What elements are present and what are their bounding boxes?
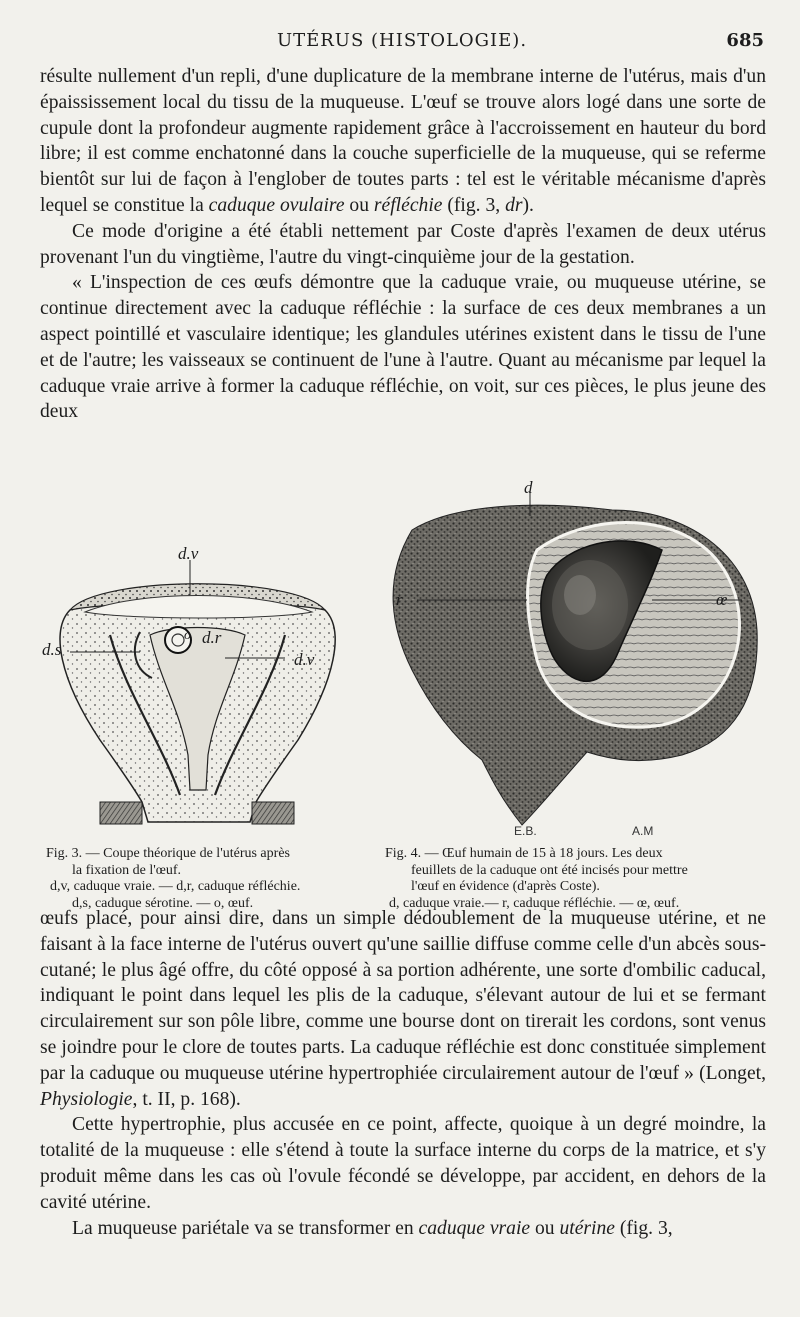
- text-run: Ce mode d'origine a été établi nettement par Coste d'après l'examen de deux utérus provenant l'un du vingtième, l'autre du vingt-cinquième jour de la gestation.: [40, 220, 766, 268]
- label-d: d: [524, 478, 533, 497]
- figure-3-uterus-section: [30, 540, 365, 840]
- paragraph: [40, 1112, 766, 1215]
- running-head: UTÉRUS (HISTOLOGIE).: [276, 30, 528, 51]
- figure-4-caption-line4: d, caduque vraie.— r, caduque réfléchie. — œ, œuf.: [389, 895, 680, 911]
- italic-run: réfléchie: [373, 194, 443, 216]
- text-run: ).: [522, 194, 534, 216]
- label-r: r: [396, 590, 403, 609]
- figure-3-caption: [46, 846, 366, 912]
- text-run: , t. II, p. 168).: [132, 1088, 241, 1110]
- paragraph: [40, 1216, 766, 1242]
- figure-4-human-egg: [362, 480, 772, 840]
- paragraph: [40, 270, 766, 425]
- figure-3-caption-lead: Fig. 3. — Coupe théorique de l'utérus après: [46, 846, 290, 861]
- figure-4-caption-lead: Fig. 4. — Œuf humain de 15 à 18 jours. Les deux: [385, 846, 663, 861]
- page-header: [40, 30, 764, 60]
- page-number: 685: [726, 30, 764, 51]
- figure-3-caption-line3: d,v, caduque vraie. — d,r, caduque réfléchie.: [50, 879, 301, 894]
- text-run: « L'inspection de ces œufs démontre que la caduque vraie, ou muqueuse utérine, se continue directement avec la caduque réfléchie : la surface de ces deux membranes a un aspect pointillé et vasculaire identique; les glandules utérines existent dans le tissu de l'une et de l'autre; les vaisseaux se continuent de l'une à l'autre. Quant au mécanisme par lequel la caduque vraie arrive à former la caduque réfléchie, on voit, sur ces pièces, le plus jeune des deux: [40, 272, 766, 423]
- italic-run: Physiologie: [40, 1088, 133, 1110]
- text-run: ou: [344, 194, 374, 216]
- label-ds: d.s: [42, 640, 62, 659]
- paragraph: [40, 64, 766, 219]
- paragraph: [40, 906, 766, 1112]
- engraver-signature-right: A.M: [632, 824, 654, 838]
- italic-run: caduque vraie: [418, 1217, 531, 1239]
- label-o: o: [184, 628, 191, 643]
- label-dv-right: d.v: [294, 650, 315, 669]
- label-oe: œ: [716, 590, 728, 609]
- body-text-bottom: [40, 906, 766, 1241]
- text-run: (fig. 3,: [442, 194, 506, 216]
- text-run: La muqueuse pariétale va se transformer en: [72, 1217, 419, 1239]
- italic-run: utérine: [559, 1217, 615, 1239]
- italic-run: dr: [505, 194, 523, 216]
- text-run: résulte nullement d'un repli, d'une duplicature de la membrane interne de l'utérus, mais d'un épaississement local du tissu de la muqueuse. L'œuf se trouve alors logé dans une sorte de cupule dont la profondeur augmente rapidement grâce à l'accroissement en hauteur du bord libre; il est comme enchatonné dans la couche superficielle de la muqueuse, qui se referme bientôt sur lui de façon à l'englober de toutes parts : tel est le véritable mécanisme d'après lequel se constitue la: [40, 66, 766, 216]
- label-dv-top: d.v: [178, 544, 199, 563]
- label-dr: d.r: [202, 628, 222, 647]
- engraver-signature-left: E.B.: [514, 824, 537, 838]
- figure-4-caption-line2: feuillets de la caduque ont été incisés pour mettre: [411, 862, 688, 878]
- text-run: (fig. 3,: [614, 1217, 673, 1239]
- text-run: œufs placé, pour ainsi dire, dans un simple dédoublement de la muqueuse utérine, et ne faisant à la face interne de l'utérus ouvert qu'une saillie diffuse comme celle d'un abcès sous-cutané; le plus âgé offre, du côté opposé à sa portion adhérente, une sorte d'ombilic caducal, indiquant le point dans lequel les plis de la caduque, s'élevant autour de lui et se fermant circulairement sur son pôle libre, comme une bourse dont on tirerait les cordons, sont venus se joindre pour le clore de toutes parts. La caduque réfléchie est donc constituée simplement par la caduque ou muqueuse utérine hypertrophiée circulairement autour de l'œuf » (Longet,: [40, 908, 766, 1084]
- italic-run: caduque ovulaire: [208, 194, 345, 216]
- text-run: Cette hypertrophie, plus accusée en ce point, affecte, quoique à un degré moindre, la totalité de la muqueuse : elle s'étend à toute la surface interne du corps de la matrice, et s'y produit même dans les cas où l'ovule fécondé se développe, par accident, en dehors de la cavité utérine.: [40, 1114, 766, 1213]
- figure-3-caption-line2: la fixation de l'œuf.: [72, 862, 182, 878]
- figure-3-caption-line4: d,s, caduque sérotine. — o, œuf.: [72, 895, 254, 911]
- body-text-top: [40, 64, 766, 425]
- paragraph: [40, 219, 766, 271]
- figure-4-caption-line3: l'œuf en évidence (d'après Coste).: [411, 879, 600, 894]
- figure-4-caption: [385, 846, 765, 912]
- text-run: ou: [530, 1217, 560, 1239]
